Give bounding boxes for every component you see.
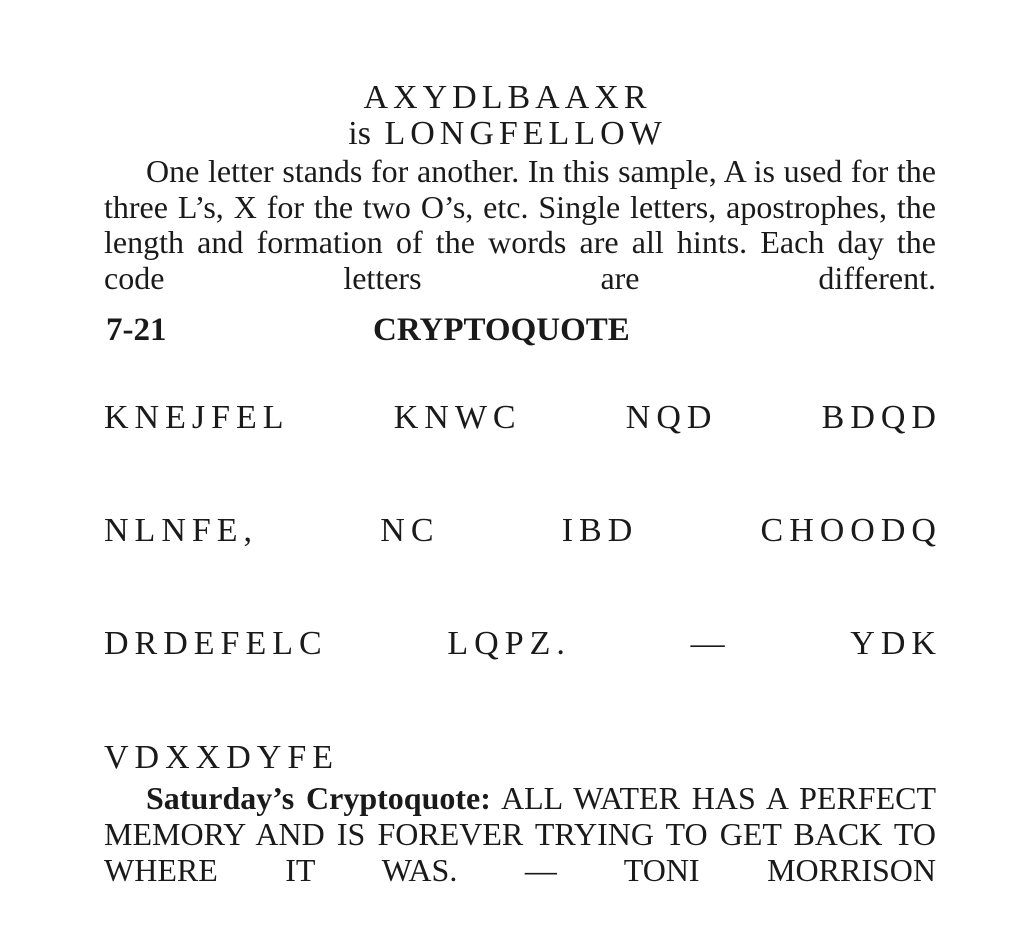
cipher-line-4	[104, 738, 936, 778]
cipher-word: VDXXDYFE	[104, 739, 339, 776]
cipher-word: NQD	[625, 399, 718, 436]
cipher-word: DRDEFELC	[104, 625, 328, 662]
cipher-word: NLNFE,	[104, 512, 259, 549]
sample-code: AXYDLBAAXR	[363, 79, 652, 116]
instructions-text: One letter stands for another. In this sample, A is used for the three L’s, X for the two O’s, etc. Single letters, apostrophes, the length and formation of the words are all hints. Each day the code letters are different.	[104, 153, 936, 296]
cipher-word: BDQD	[821, 399, 942, 436]
sample-is-label: is	[348, 115, 371, 152]
previous-answer-paragraph	[104, 780, 936, 888]
cipher-dash: —	[690, 625, 731, 662]
sample-plain: LONGFELLOW	[384, 115, 667, 152]
cipher-line-1	[104, 398, 942, 438]
cipher-line-3	[104, 624, 942, 664]
cipher-word: YDK	[850, 625, 942, 662]
cipher-word: IBD	[561, 512, 639, 549]
instructions	[104, 154, 936, 296]
cipher-word: KNWC	[393, 399, 522, 436]
puzzle-title: CRYPTOQUOTE	[373, 312, 630, 348]
previous-answer-label: Saturday’s Cryptoquote:	[146, 780, 491, 816]
cipher-line-2	[104, 511, 942, 551]
previous-answer	[104, 780, 936, 888]
cipher-word: KNEJFEL	[104, 399, 290, 436]
cipher-word: CHOODQ	[760, 512, 942, 549]
sample-plain-line	[0, 116, 1015, 152]
previous-answer-text: ALL WATER HAS A PERFECT MEMORY AND IS FOREVER TRYING TO GET BACK TO WHERE IT WAS. — TONI MORRISON	[104, 780, 937, 888]
puzzle-date: 7-21	[106, 312, 167, 348]
cipher-word: LQPZ.	[447, 625, 571, 662]
cipher-word: NC	[380, 512, 440, 549]
